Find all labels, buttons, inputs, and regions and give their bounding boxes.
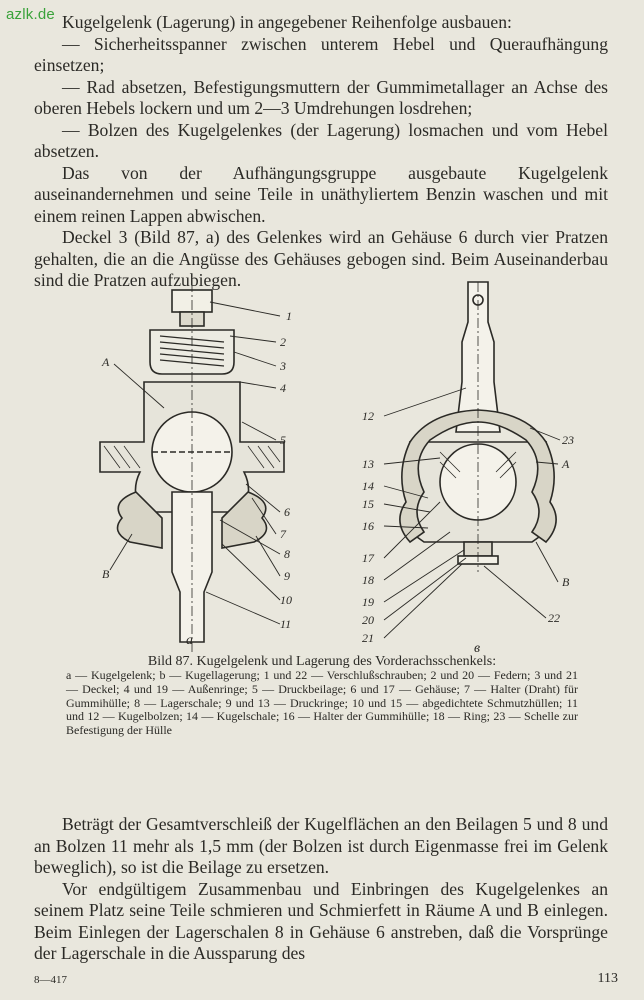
caption-title: Bild 87. Kugelgelenk und Lagerung des Vorderachsschenkels: bbox=[147, 654, 497, 669]
top-text-block bbox=[34, 12, 608, 292]
figure-label: 19 bbox=[362, 595, 374, 609]
figure-label: 23 bbox=[562, 433, 574, 447]
site-watermark: azlk.de bbox=[6, 6, 55, 23]
figure-label: 17 bbox=[362, 551, 374, 565]
figure-caption bbox=[66, 654, 578, 738]
figure-label: 2 bbox=[280, 335, 286, 349]
paragraph: — Bolzen des Kugelgelenkes (der Lagerung) losmachen und vom Hebel absetzen. bbox=[34, 119, 608, 161]
paragraph: Kugelgelenk (Lagerung) in angegebener Reihenfolge ausbauen: bbox=[62, 12, 512, 32]
figure-label: 18 bbox=[362, 573, 374, 587]
figure-label: 16 bbox=[362, 519, 374, 533]
figure-label: 9 bbox=[284, 569, 290, 583]
page-number: 113 bbox=[597, 971, 618, 986]
figure-87 bbox=[80, 309, 600, 656]
paragraph: Beträgt der Gesamtverschleiß der Kugelflächen an den Beilagen 5 und 8 und an Bolzen 11 mehr als 1,5 mm (der Bolzen ist durch Eigenmasse frei im Gelenk beweglich), so ist die Beilage zu ersetzen. bbox=[34, 814, 608, 877]
figure-label: B bbox=[562, 575, 570, 589]
figure-sublabel: в bbox=[474, 641, 481, 656]
figure-label: 14 bbox=[362, 479, 374, 493]
figure-label: 6 bbox=[284, 505, 290, 519]
figure-label: B bbox=[102, 567, 110, 581]
figure-label: 12 bbox=[362, 409, 374, 423]
figure-sublabel: a bbox=[186, 633, 193, 648]
figure-label: 5 bbox=[280, 433, 286, 447]
figure-label: 7 bbox=[280, 527, 286, 541]
caption-legend: a — Kugelgelenk; b — Kugellagerung; 1 und 22 — Verschlußschrauben; 2 und 20 — Federn; 3 und 21 — Deckel; 4 und 19 — Außenringe; 5 — Druckbeilage; 6 und 17 — Gehäuse; 7 — Halter (Draht) für Gummihülle; 8 — Lagerschale; 9 und 13 — Druckringe; 10 und 15 — abgedichtete Schmutzhüllen; 11 und 12 — Kugelbolzen; 14 — Kugelschale; 16 — Halter der Gummihülle; 18 — Ring; 23 — Schelle zur Befestigung der Hülle bbox=[66, 668, 578, 738]
paragraph: Vor endgültigem Zusammenbau und Einbringen des Kugelgelenkes an seinem Platz seine Teile schmieren und Schmierfett in Räume A und B einlegen. Beim Einlegen der Lagerschalen 8 in Gehäuse 6 anstreben, daß die Vorsprünge der Lagerschale in die Aussparung des bbox=[34, 878, 608, 963]
figure-label: 20 bbox=[362, 613, 374, 627]
ball-bearing-drawing bbox=[400, 282, 556, 572]
figure-label: 15 bbox=[362, 497, 374, 511]
figure-label: 3 bbox=[280, 359, 286, 373]
signature-mark: 8—417 bbox=[34, 974, 67, 986]
figure-label: 10 bbox=[280, 593, 292, 607]
figure-label: 8 bbox=[284, 547, 290, 561]
figure-label: 4 bbox=[280, 381, 286, 395]
paragraph: — Rad absetzen, Befestigungsmuttern der Gummimetallager an Achse des oberen Hebels lockern und um 2—3 Umdrehungen losdrehen; bbox=[34, 76, 608, 118]
figure-label: A bbox=[562, 457, 570, 471]
figure-label: A bbox=[102, 355, 110, 369]
figure-label: 22 bbox=[548, 611, 560, 625]
ball-joint-drawing bbox=[100, 282, 284, 652]
figure-label: 13 bbox=[362, 457, 374, 471]
figure-label: 1 bbox=[286, 309, 292, 323]
paragraph: — Sicherheitsspanner zwischen unterem Hebel und Queraufhängung einsetzen; bbox=[34, 33, 608, 75]
paragraph: Deckel 3 (Bild 87, a) des Gelenkes wird an Gehäuse 6 durch vier Pratzen gehalten, die an die Angüsse des Gehäuses gebogen sind. Beim Auseinanderbau sind die Pratzen aufzubiegen. bbox=[34, 227, 608, 290]
figure-label: 11 bbox=[280, 617, 292, 631]
figure-label: 21 bbox=[362, 631, 374, 645]
bottom-text-block bbox=[34, 814, 608, 965]
paragraph: Das von der Aufhängungsgruppe ausgebaute Kugelgelenk auseinandernehmen und seine Teile in unäthyliertem Benzin waschen und mit einem reinen Lappen abwischen. bbox=[34, 162, 608, 226]
